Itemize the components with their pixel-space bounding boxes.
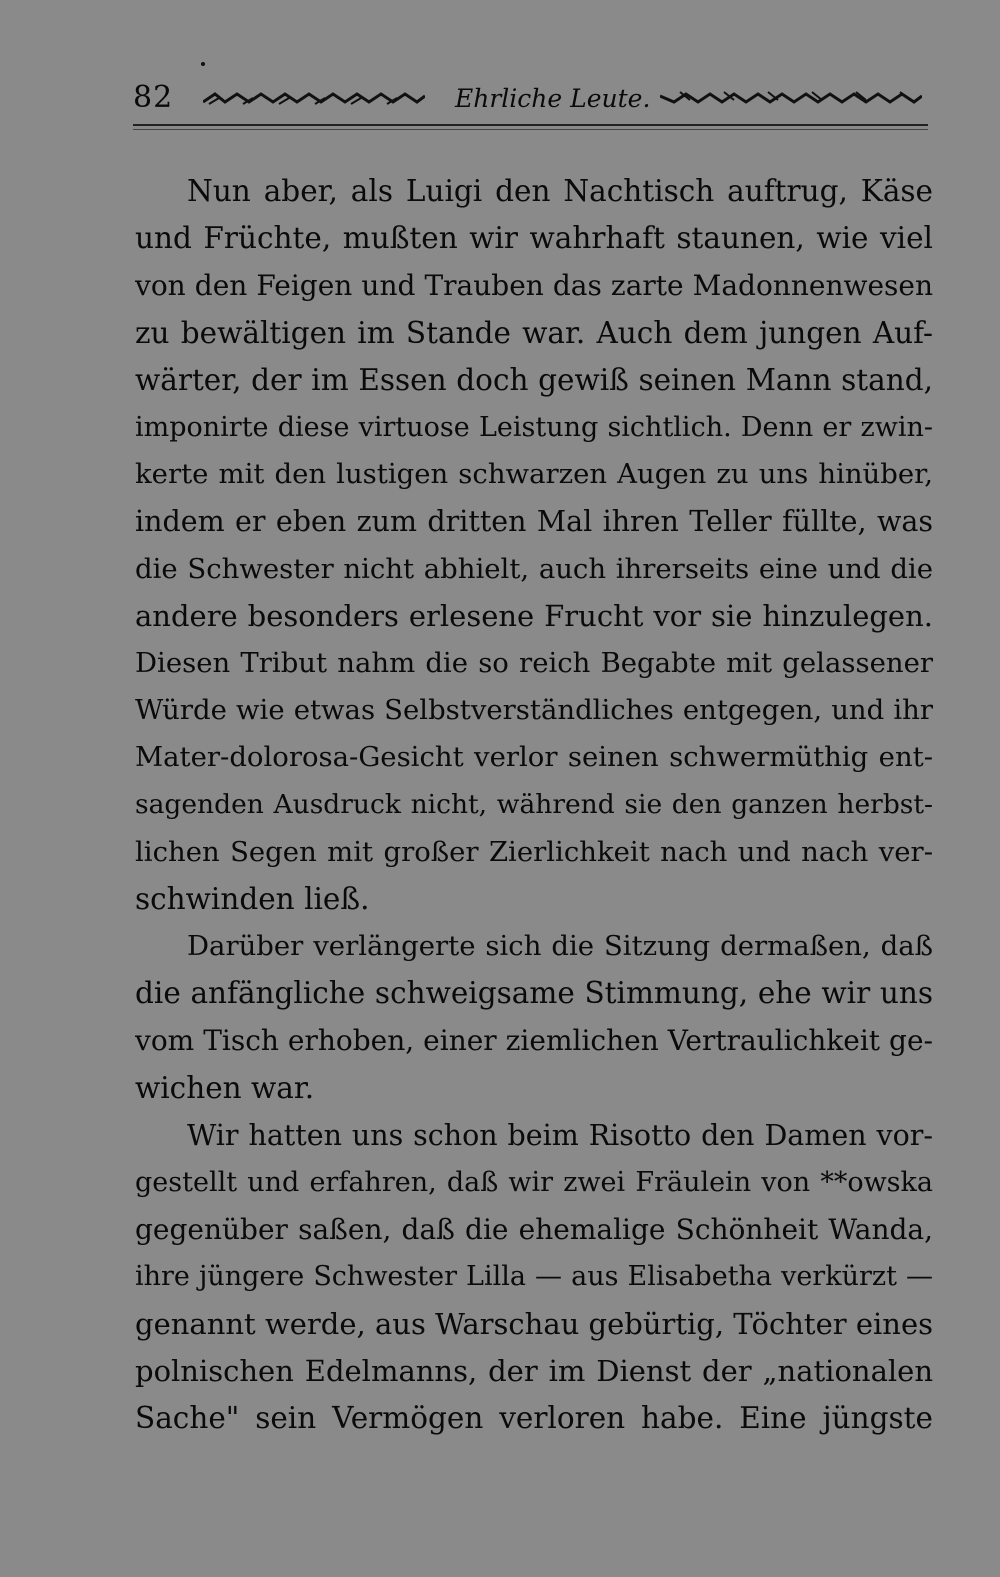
page-number: 82 — [133, 80, 174, 115]
text-line: polnischen Edelmanns, der im Dienst der „nationalen — [135, 1353, 933, 1388]
text-line: wärter, der im Essen doch gewiß seinen Mann stand, — [135, 362, 933, 397]
header-rule — [133, 124, 928, 126]
text-line: die Schwester nicht abhielt, auch ihrerseits eine und die — [135, 552, 933, 585]
text-line: Diesen Tribut nahm die so reich Begabte mit gelassener — [135, 646, 933, 679]
text-line: Darüber verlängerte sich die Sitzung dermaßen, daß — [187, 930, 933, 962]
text-line: Würde wie etwas Selbstverständliches entgegen, und ihr — [135, 694, 933, 727]
header-rule-thin — [133, 129, 928, 130]
text-line: und Früchte, mußten wir wahrhaft staunen, wie viel — [135, 221, 933, 256]
text-line: Wir hatten uns schon beim Risotto den Damen vor- — [187, 1118, 933, 1152]
text-line: lichen Segen mit großer Zierlichkeit nach und nach ver- — [135, 835, 933, 868]
text-line: wichen war. — [135, 1070, 315, 1105]
paragraph — [135, 1112, 933, 1442]
text-line: ihre jüngere Schwester Lilla — aus Elisabetha verkürzt — — [135, 1261, 933, 1293]
text-line: zu bewältigen im Stande war. Auch dem jungen Auf- — [135, 315, 933, 350]
text-line: imponirte diese virtuose Leistung sichtlich. Denn er zwin- — [135, 411, 933, 443]
text-line: sagenden Ausdruck nicht, während sie den ganzen herbst- — [135, 789, 933, 821]
page-header — [133, 78, 928, 126]
text-line: Sache" sein Vermögen verloren habe. Eine jüngste — [135, 1400, 933, 1435]
text-line: die anfängliche schweigsame Stimmung, ehe wir uns — [135, 976, 933, 1011]
text-line: Mater-dolorosa-Gesicht verlor seinen schwermüthig ent- — [135, 741, 933, 774]
text-line: schwinden ließ. — [135, 881, 370, 916]
text-line: von den Feigen und Trauben das zarte Madonnenwesen — [135, 269, 933, 303]
text-line: genannt werde, aus Warschau gebürtig, Töchter eines — [135, 1306, 933, 1341]
body-text — [135, 168, 933, 1442]
text-line: andere besonders erlesene Frucht vor sie hinzulegen. — [135, 598, 933, 633]
text-line: kerte mit den lustigen schwarzen Augen zu uns hinüber, — [135, 458, 933, 491]
text-line: gestellt und erfahren, daß wir zwei Fräulein von **owska — [135, 1166, 933, 1198]
text-line: Nun aber, als Luigi den Nachtisch auftrug, Käse — [187, 174, 933, 208]
ornament-right-icon — [660, 90, 922, 106]
text-line: gegenüber saßen, daß die ehemalige Schönheit Wanda, — [135, 1213, 933, 1247]
text-line: indem er eben zum dritten Mal ihren Teller füllte, was — [135, 505, 933, 539]
ornament-left-icon — [203, 90, 425, 106]
paragraph — [135, 923, 933, 1112]
text-line: vom Tisch erhoben, einer ziemlichen Vertraulichkeit ge- — [135, 1024, 933, 1058]
print-speck — [201, 62, 205, 66]
paragraph — [135, 168, 933, 923]
running-title: Ehrliche Leute. — [455, 84, 651, 113]
